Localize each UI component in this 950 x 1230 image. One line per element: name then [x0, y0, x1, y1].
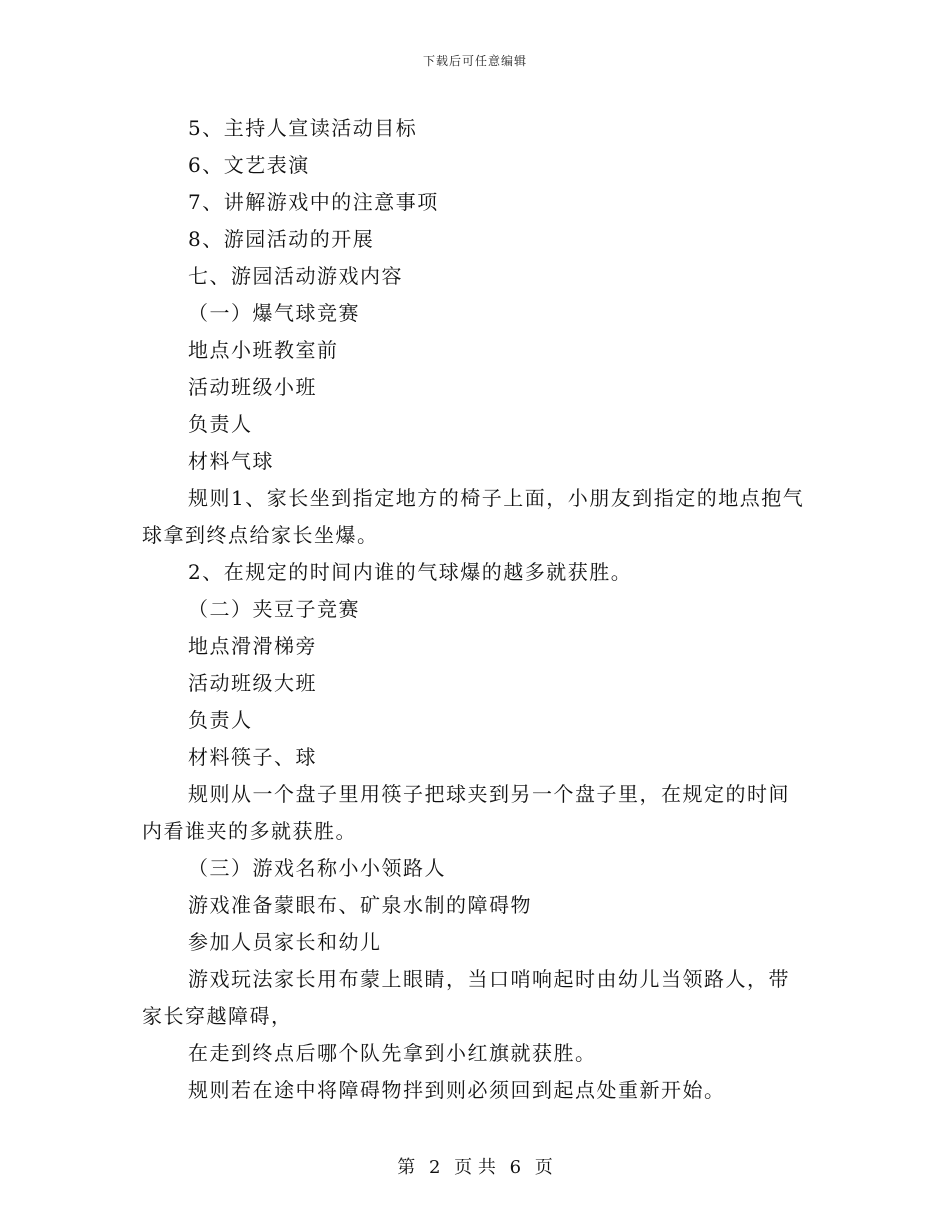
- text-line: 8、游园活动的开展: [188, 227, 375, 251]
- text-line: 活动班级小班: [188, 375, 317, 399]
- text-line: 地点小班教室前: [188, 338, 339, 362]
- current-page-number: 2: [428, 1157, 441, 1178]
- text-line: 在走到终点后哪个队先拿到小红旗就获胜。: [188, 1041, 597, 1065]
- text-line: 6、文艺表演: [188, 153, 310, 177]
- footer-label-mid: 页 共: [454, 1157, 496, 1178]
- text-line: 材料筷子、球: [188, 745, 317, 769]
- text-line-continued: 家长穿越障碍，: [142, 1004, 293, 1028]
- total-pages-number: 6: [509, 1157, 522, 1178]
- text-line: 规则1、家长坐到指定地方的椅子上面，小朋友到指定的地点抱气: [188, 486, 805, 510]
- text-line: 负责人: [188, 412, 253, 436]
- text-line: 规则从一个盘子里用筷子把球夹到另一个盘子里，在规定的时间: [188, 782, 790, 806]
- page-footer: [0, 1153, 950, 1179]
- subsection-heading: （一）爆气球竞赛: [188, 301, 360, 325]
- page-header: 下载后可任意编辑: [422, 54, 527, 68]
- text-line: 材料气球: [188, 449, 274, 473]
- text-line: 参加人员家长和幼儿: [188, 930, 382, 954]
- text-line: 活动班级大班: [188, 671, 317, 695]
- document-body: [142, 110, 822, 1109]
- text-line: 2、在规定的时间内谁的气球爆的越多就获胜。: [188, 560, 633, 584]
- footer-label-pre: 第: [397, 1157, 416, 1178]
- subsection-heading: （三）游戏名称小小领路人: [188, 856, 446, 880]
- section-heading: 七、游园活动游戏内容: [188, 264, 403, 288]
- text-line: 负责人: [188, 708, 253, 732]
- footer-label-post: 页: [534, 1157, 553, 1178]
- text-line: 游戏玩法家长用布蒙上眼睛，当口哨响起时由幼儿当领路人，带: [188, 967, 790, 991]
- text-line-continued: 球拿到终点给家长坐爆。: [142, 523, 379, 547]
- text-line: 7、讲解游戏中的注意事项: [188, 190, 439, 214]
- subsection-heading: （二）夹豆子竞赛: [188, 597, 360, 621]
- text-line: 规则若在途中将障碍物拌到则必须回到起点处重新开始。: [188, 1078, 726, 1102]
- text-line: 5、主持人宣读活动目标: [188, 116, 418, 140]
- text-line: 游戏准备蒙眼布、矿泉水制的障碍物: [188, 893, 532, 917]
- text-line: 地点滑滑梯旁: [188, 634, 317, 658]
- text-line-continued: 内看谁夹的多就获胜。: [142, 819, 357, 843]
